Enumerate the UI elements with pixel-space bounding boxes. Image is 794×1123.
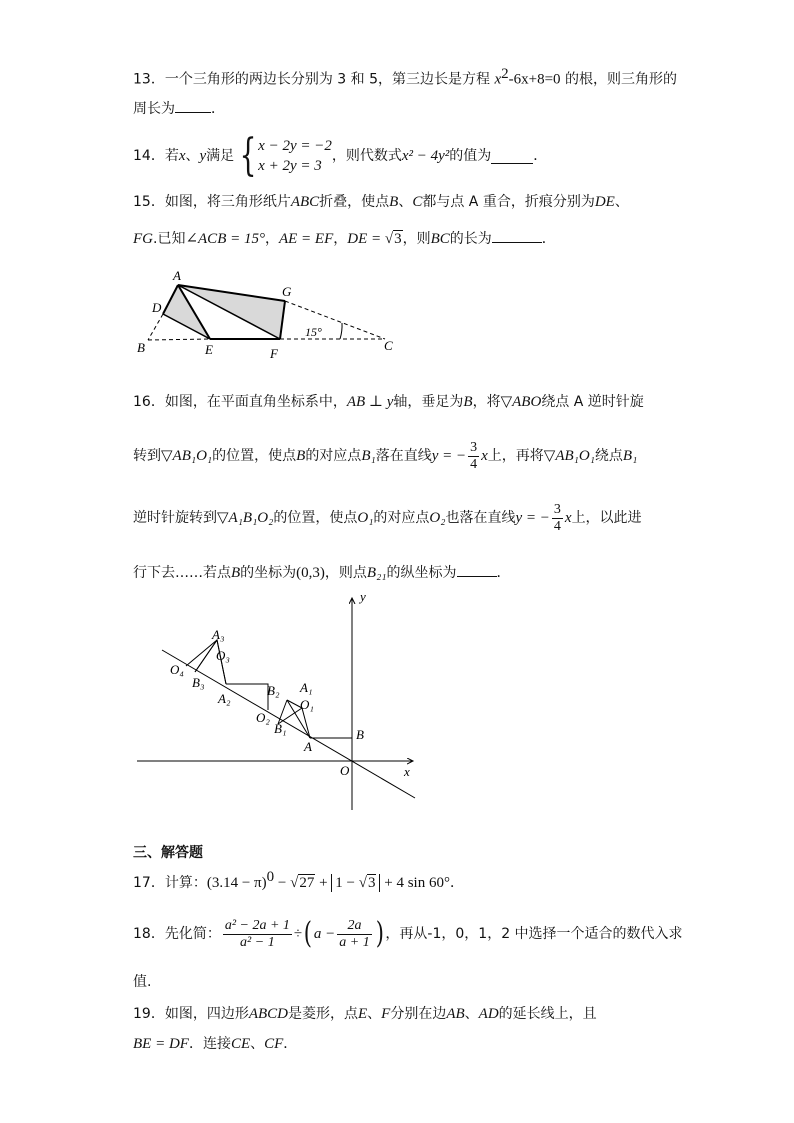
q18-div: ÷: [293, 926, 303, 942]
q15-bc: BC: [430, 231, 450, 247]
q15-de2: DE =: [347, 231, 385, 247]
q16-b3: B: [231, 565, 241, 581]
q19-text2: 是菱形，点: [288, 1006, 358, 1022]
fig15-label-d: D: [152, 300, 162, 315]
fig15-label-angle: 15°: [305, 325, 322, 339]
q18-a-minus: a −: [313, 926, 336, 942]
q17-term1: (3.14 − π): [206, 875, 267, 891]
q19-cf: CF: [264, 1036, 284, 1052]
q18-f1-num: a² − 2a + 1: [224, 917, 290, 933]
q15-line2: [133, 228, 556, 249]
q16-text18: ，则点: [324, 565, 367, 581]
q16-b1b: B₁: [622, 448, 638, 464]
q18-rparen-icon: ): [375, 916, 384, 951]
q14-end: ．: [533, 148, 548, 164]
q13-equation: -6x+8=0: [508, 71, 561, 88]
q15-fg: FG: [133, 231, 153, 247]
fig16-label-x: x: [404, 764, 410, 779]
q14-eq1: x − 2y = −2: [258, 138, 332, 154]
q16-text2: 轴，垂足为: [393, 394, 464, 410]
q16-b: B: [463, 394, 473, 410]
q19-end: ．: [283, 1036, 298, 1052]
q14-text: 14．若: [133, 148, 179, 164]
fig16-label-o: O: [340, 763, 350, 778]
q15-text6: 的长为: [449, 231, 492, 247]
q14-var-y: y: [199, 148, 207, 164]
q16-coord: (0,3): [296, 565, 325, 581]
q17-sqrt27-value: 27: [299, 875, 315, 891]
fig16-label-o1: O₁: [300, 697, 314, 712]
q13-var-x: x: [494, 71, 502, 88]
q19-sep3: 、: [250, 1036, 265, 1052]
q16-end: ．: [496, 565, 511, 581]
fig15-label-e: E: [205, 342, 213, 357]
q19-e: E: [358, 1006, 368, 1022]
q14-equation-system: [258, 136, 332, 176]
q16-line-eq-x-2: x: [564, 510, 572, 526]
q15-text4: .已知: [153, 231, 186, 247]
q17-exponent: 0: [266, 869, 275, 885]
q16-line2: 转到 ▽ AB₁O₁ 的位置，使点 B 的对应点 B₁ 落在直线 y = − $\frac{3}{4}$ x 上，再将 ▽ AB₁O₁ 绕点 B₁: [133, 439, 638, 472]
q18-f1-den: a² − 1: [240, 934, 275, 950]
q19-text3: 分别在边: [390, 1006, 447, 1022]
q16-tri-ab1o1: AB₁O₁: [172, 448, 213, 464]
q18-line2: 值.: [133, 974, 152, 990]
fig15-label-a: A: [173, 268, 181, 283]
q18-text-post: ，再从-1，0，1，2 中选择一个适合的数代入求: [385, 926, 683, 942]
fig16-label-b2: B₂: [267, 683, 280, 698]
q16-text5: 转到: [133, 448, 161, 464]
fig16-label-o4: O₄: [170, 662, 184, 677]
q16-b1: B₁: [361, 448, 376, 464]
q16-tri-abo: ABO: [512, 394, 542, 410]
fig15-label-c: C: [384, 338, 393, 353]
q15-sqrt: √3: [384, 231, 402, 247]
q19-ce: CE: [230, 1036, 251, 1052]
fig15-label-f: F: [270, 346, 278, 361]
q19-f: F: [381, 1006, 391, 1022]
q18-text: 18．先化简：: [133, 926, 221, 942]
q18-f2-num: 2a: [337, 918, 371, 935]
q15-sqrt-value: 3: [394, 231, 402, 247]
q13-answer-blank[interactable]: [175, 98, 211, 113]
q16-text16: 行下去……若点: [133, 565, 231, 581]
q17-abs-inner: 1 −: [335, 875, 359, 891]
q16-text12: 的位置，使点: [273, 510, 358, 526]
section-title: 三、解答题: [133, 845, 203, 861]
q16-text17: 的坐标为: [240, 565, 297, 581]
q16-line-eq-x: x: [481, 448, 488, 464]
q19-be-df: BE = DF: [133, 1036, 189, 1052]
q18-lparen-icon: (: [303, 916, 313, 951]
fig16-label-b1: B₁: [274, 721, 287, 736]
q14-text-post: ，则代数式: [331, 148, 402, 164]
fig16-label-o3: O₃: [216, 648, 230, 663]
q16-text7: 的对应点: [305, 448, 362, 464]
q16-text3: ，将: [472, 394, 501, 410]
q16-text14: 也落在直线: [445, 510, 516, 526]
q15-text: 15．如图，将三角形纸片: [133, 194, 291, 210]
fig16-label-a: A: [304, 739, 312, 754]
q19-text5: ．连接: [188, 1036, 231, 1052]
q19-sep: 、: [367, 1006, 382, 1022]
fig16-label-o2: O₂: [256, 710, 270, 725]
q17-abs: 1 − √3: [331, 874, 380, 892]
q15-b: B: [389, 194, 399, 210]
q14-text-end: 的值为: [449, 148, 492, 164]
q16-text13: 的对应点: [373, 510, 430, 526]
q14-sep: 、: [185, 148, 200, 164]
q15-abc: ABC: [290, 194, 320, 210]
q16-text11: 逆时针旋转到: [133, 510, 217, 526]
q15-de: DE: [594, 194, 615, 210]
q14-text-mid: 满足: [206, 148, 235, 164]
q18-fraction2: [337, 918, 371, 951]
q13-line1: [133, 64, 677, 90]
q16-frac-num: 3: [470, 439, 478, 455]
q17-sin: + 4 sin 60°: [380, 875, 450, 891]
q16-text9: 上，再将: [487, 448, 544, 464]
q19-text: 19．如图，四边形: [133, 1006, 249, 1022]
q19-line2: [133, 1034, 297, 1054]
fig15-label-b: B: [137, 340, 145, 355]
q15-text2: 折叠，使点: [319, 194, 390, 210]
q16-text6: 的位置，使点: [212, 448, 297, 464]
fig16-label-a2: A₂: [218, 691, 231, 706]
q15-ae: AE = EF: [278, 231, 334, 247]
q15-c: C: [412, 194, 423, 210]
q19-abcd: ABCD: [248, 1006, 288, 1022]
q13-line2: [133, 98, 225, 119]
q19-text4: 的延长线上，且: [498, 1006, 597, 1022]
q17-minus: −: [274, 875, 291, 891]
q15-angle: ∠ACB = 15°: [185, 231, 265, 247]
q15-comma1: ，: [264, 231, 279, 247]
q13-text2: 周长为: [133, 101, 175, 117]
q16-frac-num-2: 3: [553, 501, 561, 517]
q19-line1: [133, 1004, 597, 1024]
q17-text: 17．计算：: [133, 875, 207, 891]
q15-sep2: 、: [614, 194, 629, 210]
q13-text: 13．一个三角形的两边长分别为 3 和 5，第三边长是方程: [133, 71, 495, 88]
fig16-label-a1: A₁: [300, 680, 313, 695]
fig15-diagram: [130, 266, 410, 361]
q16-line-eq-2: y = −: [515, 510, 550, 526]
fig15-label-g: G: [282, 284, 292, 299]
q16-o2: O₂: [429, 510, 446, 526]
q16-text: 16．如图，在平面直角坐标系中，: [133, 394, 347, 410]
fig16-label-a3: A₃: [212, 627, 225, 642]
q16-text8: 落在直线: [375, 448, 432, 464]
q16-answer-blank[interactable]: [457, 562, 497, 577]
q16-line3: 逆时针旋转到 ▽ A₁B₁O₂ 的位置，使点 O₁ 的对应点 O₂ 也落在直线 y = − $\frac{3}{4}$ x 上，以此进: [133, 501, 642, 534]
q16-tri-ab1o1-2: AB₁O₁: [555, 448, 595, 464]
q16-frac-den-2: 4: [553, 518, 561, 534]
q19-sep2: 、: [464, 1006, 479, 1022]
q16-fraction: [468, 440, 479, 473]
q17-end: ．: [449, 875, 464, 891]
q14-expression: x² − 4y²: [401, 148, 450, 164]
q14-answer-blank[interactable]: [491, 149, 533, 164]
q14-eq2: x + 2y = 3: [258, 158, 322, 174]
q15-answer-blank[interactable]: [492, 228, 542, 243]
fig16-label-y: y: [360, 589, 366, 604]
q15-line1: [133, 192, 629, 212]
q18-fraction1: [223, 918, 292, 951]
q16-line-eq: y = −: [431, 448, 467, 464]
q16-text10: 绕点: [594, 448, 623, 464]
q17-abs-sqrt: 3: [367, 875, 376, 891]
fig16-line: [162, 650, 415, 798]
fig16-label-b: B: [356, 727, 364, 742]
fig16-diagram: [130, 588, 430, 818]
q13-end: ．: [211, 101, 225, 117]
q17-plus: +: [315, 875, 332, 891]
q19-ad: AD: [478, 1006, 499, 1022]
q16-o1: O₁: [357, 510, 374, 526]
q17-sqrt27: √27: [290, 875, 315, 891]
q16-line1: 16．如图，在平面直角坐标系中，AB ⊥ y轴，垂足为B，将▽ABO绕点 A 逆时针旋: [133, 394, 644, 410]
q16-tri-a1b1o2: A₁B₁O₂: [228, 510, 274, 526]
q15-text5: ，则: [402, 231, 431, 247]
q15-end: ．: [541, 231, 556, 247]
q16-text19: 的纵坐标为: [386, 565, 457, 581]
q14-brace-icon: {: [239, 130, 257, 181]
q16-line4: [133, 562, 511, 583]
q15-comma2: ，: [333, 231, 348, 247]
q18-f2-den: a + 1: [339, 934, 370, 950]
fig16-label-b3: B₃: [192, 675, 205, 690]
q18-line1: [133, 912, 683, 956]
q15-sep: 、: [398, 194, 413, 210]
q16-b21: B₂₁: [366, 565, 387, 581]
q16-text4: 绕点 A 逆时针旋: [541, 394, 644, 410]
q16-frac-den: 4: [470, 456, 478, 472]
q16-fraction-2: [552, 502, 563, 535]
q16-ab-perp: AB ⊥ y: [346, 394, 394, 410]
q17-line: [133, 870, 464, 896]
q15-text3: 都与点 A 重合，折痕分别为: [422, 194, 595, 210]
q14-var-x: x: [178, 148, 186, 164]
q19-ab: AB: [446, 1006, 465, 1022]
q13-text-post: 的根，则三角形的: [560, 71, 677, 88]
q13-exponent: 2: [501, 66, 509, 82]
q14-line: [133, 130, 548, 181]
q16-text15: 上，以此进: [571, 510, 642, 526]
q16-b2: B: [296, 448, 306, 464]
